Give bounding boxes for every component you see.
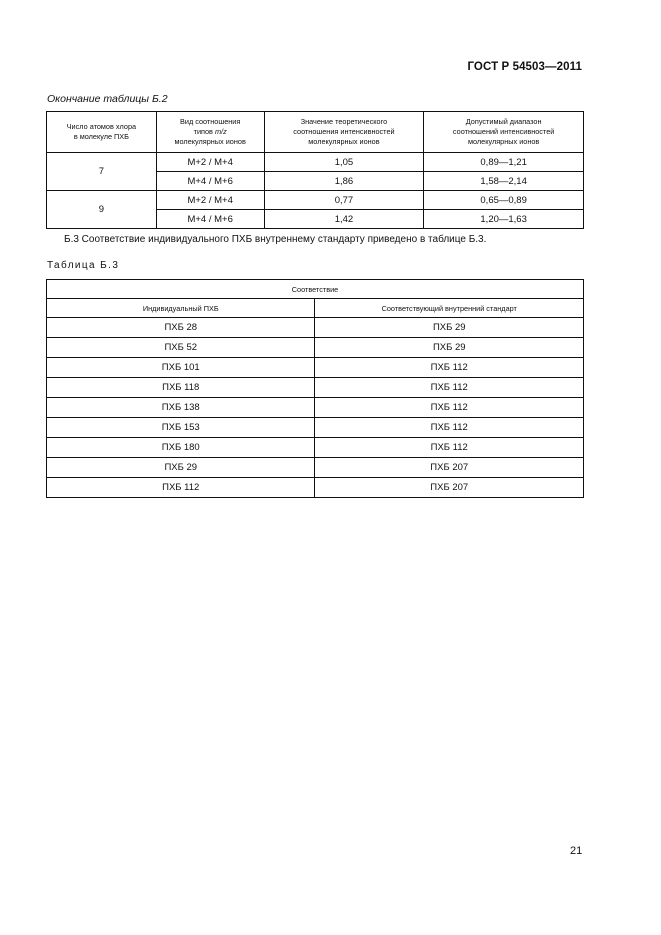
standard-cell: ПХБ 29 — [315, 338, 584, 358]
pcb-cell: ПХБ 118 — [47, 378, 315, 398]
standard-cell: ПХБ 112 — [315, 358, 584, 378]
standard-cell: ПХБ 207 — [315, 458, 584, 478]
table-row — [47, 378, 584, 398]
ratio-cell: M+2 / M+4 — [156, 153, 264, 172]
standard-cell: ПХБ 112 — [315, 438, 584, 458]
header-mz-italic: m/z — [214, 127, 227, 136]
header-line: соотношения интенсивностей — [293, 127, 395, 136]
table-row — [47, 318, 584, 338]
table-b3-header-row — [47, 299, 584, 318]
chlorine-atoms-cell: 9 — [47, 191, 157, 229]
paragraph-b3: Б.3 Соответствие индивидуального ПХБ внутреннему стандарту приведено в таблице Б.3. — [64, 234, 487, 245]
range-cell: 0,89—1,21 — [424, 153, 584, 172]
header-allowed-range — [424, 112, 584, 153]
table-row — [47, 358, 584, 378]
range-cell: 1,58—2,14 — [424, 172, 584, 191]
header-chlorine-atoms — [47, 112, 157, 153]
page-number: 21 — [570, 845, 583, 857]
header-line: соотношений интенсивностей — [452, 127, 555, 136]
header-line: молекулярных ионов — [308, 137, 380, 146]
theoretical-cell: 1,42 — [264, 210, 424, 229]
standard-cell: ПХБ 29 — [315, 318, 584, 338]
table-b2 — [46, 111, 584, 229]
pcb-cell: ПХБ 180 — [47, 438, 315, 458]
pcb-cell: ПХБ 112 — [47, 478, 315, 498]
table-row — [47, 153, 584, 172]
header-line: Допустимый диапазон — [465, 117, 542, 126]
standard-cell: ПХБ 112 — [315, 378, 584, 398]
header-internal-standard: Соответствующий внутренний стандарт — [315, 299, 584, 318]
theoretical-cell: 0,77 — [264, 191, 424, 210]
header-line: типов — [193, 127, 215, 136]
pcb-cell: ПХБ 153 — [47, 418, 315, 438]
ratio-cell: M+4 / M+6 — [156, 210, 264, 229]
theoretical-cell: 1,05 — [264, 153, 424, 172]
header-line: Число атомов хлора — [66, 122, 137, 131]
pcb-cell: ПХБ 52 — [47, 338, 315, 358]
theoretical-cell: 1,86 — [264, 172, 424, 191]
table-row — [47, 418, 584, 438]
standard-cell: ПХБ 207 — [315, 478, 584, 498]
table-b2-caption: Окончание таблицы Б.2 — [47, 93, 168, 105]
standard-cell: ПХБ 112 — [315, 398, 584, 418]
table-b3 — [46, 279, 584, 498]
pcb-cell: ПХБ 101 — [47, 358, 315, 378]
header-theoretical-value — [264, 112, 424, 153]
header-line: Вид соотношения — [180, 117, 241, 126]
header-line: молекулярных ионов — [174, 137, 246, 146]
standard-cell: ПХБ 112 — [315, 418, 584, 438]
header-correspondence: Соответствие — [47, 280, 584, 299]
table-row — [47, 191, 584, 210]
header-line: в молекуле ПХБ — [73, 132, 129, 141]
table-b2-header-row — [47, 112, 584, 153]
table-row — [47, 438, 584, 458]
header-line: Значение теоретического — [300, 117, 388, 126]
header-individual-pcb: Индивидуальный ПХБ — [47, 299, 315, 318]
chlorine-atoms-cell: 7 — [47, 153, 157, 191]
header-ratio-type — [156, 112, 264, 153]
ratio-cell: M+4 / M+6 — [156, 172, 264, 191]
standard-code: ГОСТ Р 54503—2011 — [467, 61, 582, 73]
pcb-cell: ПХБ 29 — [47, 458, 315, 478]
table-row — [47, 478, 584, 498]
table-b3-group-header-row — [47, 280, 584, 299]
table-row — [47, 398, 584, 418]
pcb-cell: ПХБ 138 — [47, 398, 315, 418]
table-row — [47, 338, 584, 358]
range-cell: 0,65—0,89 — [424, 191, 584, 210]
table-row — [47, 458, 584, 478]
range-cell: 1,20—1,63 — [424, 210, 584, 229]
header-line: молекулярных ионов — [467, 137, 540, 146]
table-b3-caption: Таблица Б.3 — [47, 260, 120, 271]
ratio-cell: M+2 / M+4 — [156, 191, 264, 210]
pcb-cell: ПХБ 28 — [47, 318, 315, 338]
